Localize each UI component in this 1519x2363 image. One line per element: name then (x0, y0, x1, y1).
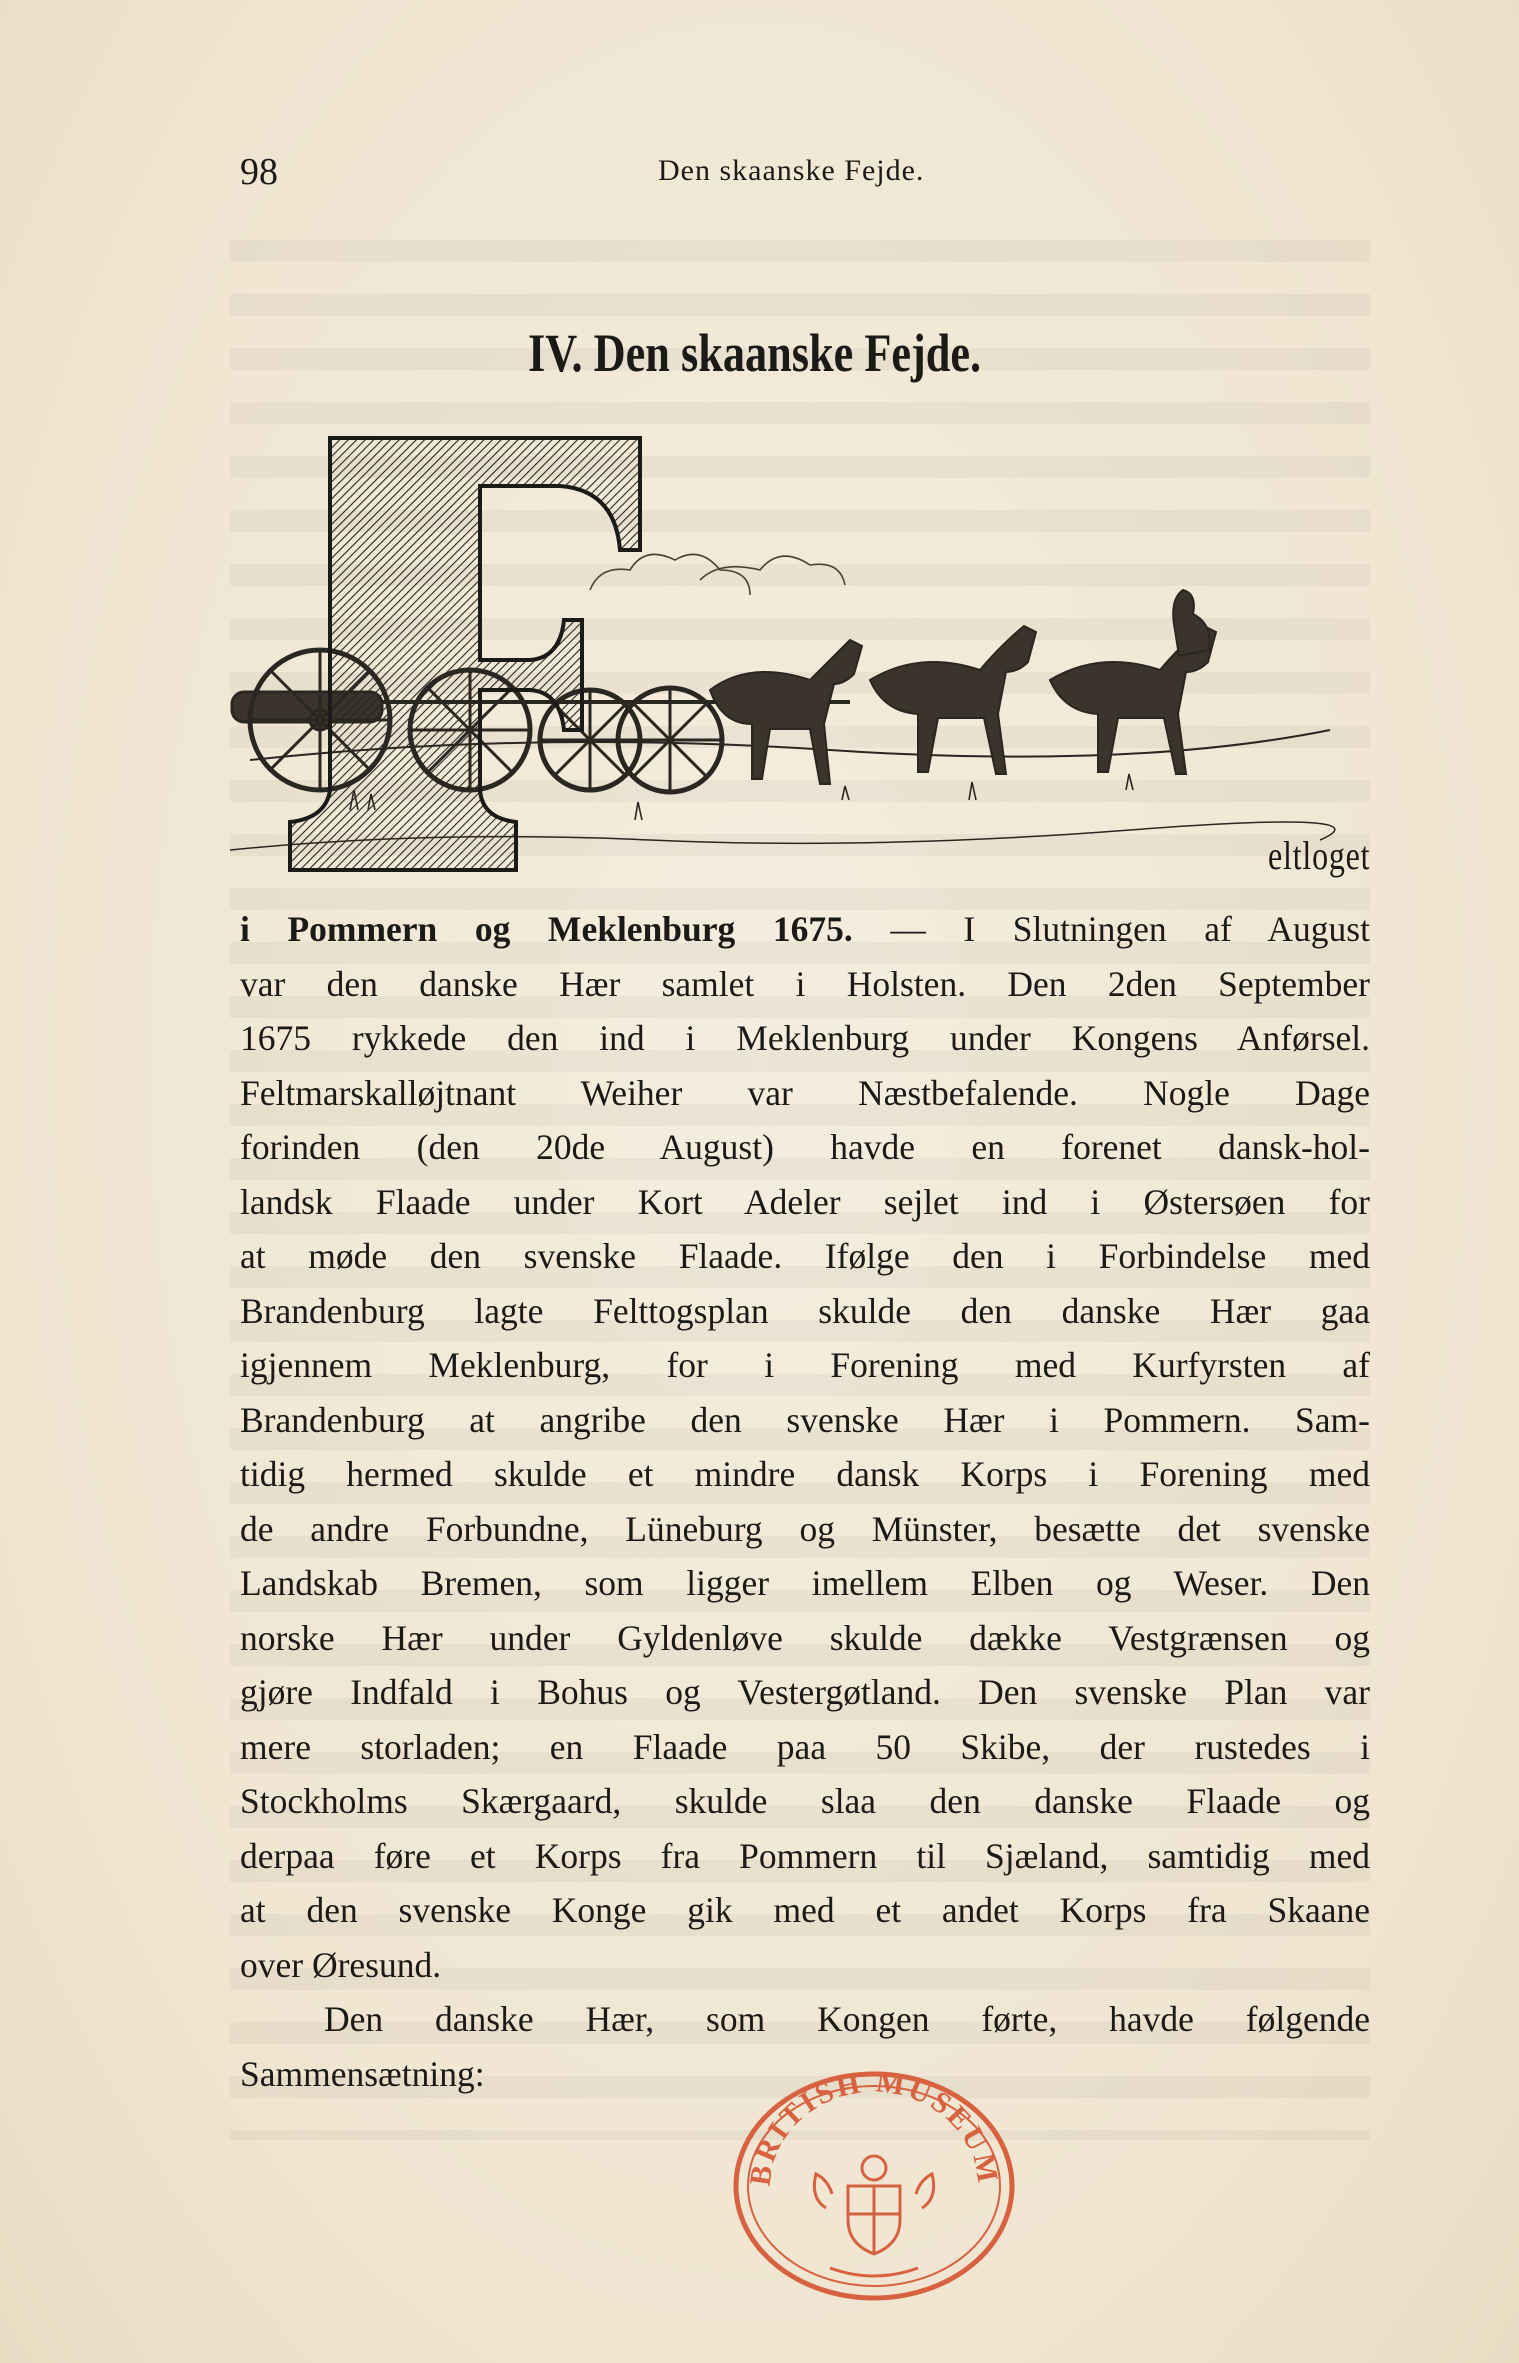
text-line: Den danske Hær, som Kongen førte, havde følgende (324, 1999, 1370, 2039)
text-line: landsk Flaade under Kort Adeler sejlet ind i Østersøen for (240, 1181, 1370, 1222)
text-line: over Øresund. (240, 1944, 442, 1985)
drop-cap-continuation: eltloget (1268, 833, 1371, 878)
section-heading-inline: i Pommern og Meklenburg 1675. (240, 909, 853, 949)
text-line: Brandenburg at angribe den svenske Hær i Pommern. Sam- (240, 1399, 1370, 1440)
page-number: 98 (240, 151, 278, 193)
text-line: mere storladen; en Flaade paa 50 Skibe, der rustedes i (240, 1726, 1370, 1767)
text-line-first (240, 902, 1370, 957)
text-line: Feltmarskalløjtnant Weiher var Næstbefalende. Nogle Dage (240, 1072, 1370, 1113)
text-line: Stockholms Skærgaard, skulde slaa den danske Flaade og (240, 1781, 1370, 1821)
text-line: norske Hær under Gyldenløve skulde dække Vestgrænsen og (240, 1617, 1370, 1658)
text-line: forinden (den 20de August) havde en forenet dansk-hol- (240, 1127, 1370, 1167)
text-line: Brandenburg lagte Felttogsplan skulde den danske Hær gaa (240, 1290, 1370, 1331)
svg-text:BRITISH MUSEUM (744, 2068, 1005, 2188)
running-title: Den skaanske Fejde. (658, 154, 925, 187)
text-line: gjøre Indfald i Bohus og Vestergøtland. Den svenske Plan var (240, 1672, 1370, 1712)
drop-cap-F (290, 438, 640, 870)
text-line: var den danske Hær samlet i Holsten. Den 2den September (240, 963, 1370, 1004)
royal-arms-icon (814, 2156, 933, 2276)
chapter-title: IV. Den skaanske Fejde. (528, 323, 982, 383)
text-line: at den svenske Konge gik med et andet Korps fra Skaane (240, 1890, 1370, 1930)
running-head (240, 150, 1370, 200)
first-line-text: — I Slutningen af August (852, 909, 1370, 949)
text-line: 1675 rykkede den ind i Meklenburg under Kongens Anførsel. (240, 1018, 1370, 1058)
text-line: Sammensætning: (240, 2053, 485, 2094)
text-line: at møde den svenske Flaade. Ifølge den i Forbindelse med (240, 1236, 1370, 1276)
british-museum-stamp (730, 2068, 1018, 2304)
horses (710, 590, 1216, 784)
text-line: igjennem Meklenburg, for i Forening med Kurfyrsten af (240, 1345, 1370, 1385)
text-line: tidig hermed skulde et mindre dansk Korps i Forening med (240, 1454, 1370, 1494)
cannon-horses-illustration (230, 430, 1370, 900)
text-line: de andre Forbundne, Lüneburg og Münster, besætte det svenske (240, 1508, 1370, 1549)
text-line: derpaa føre et Korps fra Pommern til Sjæland, samtidig med (240, 1835, 1370, 1876)
body-text (240, 902, 1370, 2101)
text-line: Landskab Bremen, som ligger imellem Elben og Weser. Den (240, 1563, 1370, 1603)
stamp-text: BRITISH MUSEUM (743, 2068, 1005, 2188)
smoke-clouds (590, 554, 845, 595)
rider (1173, 590, 1209, 656)
